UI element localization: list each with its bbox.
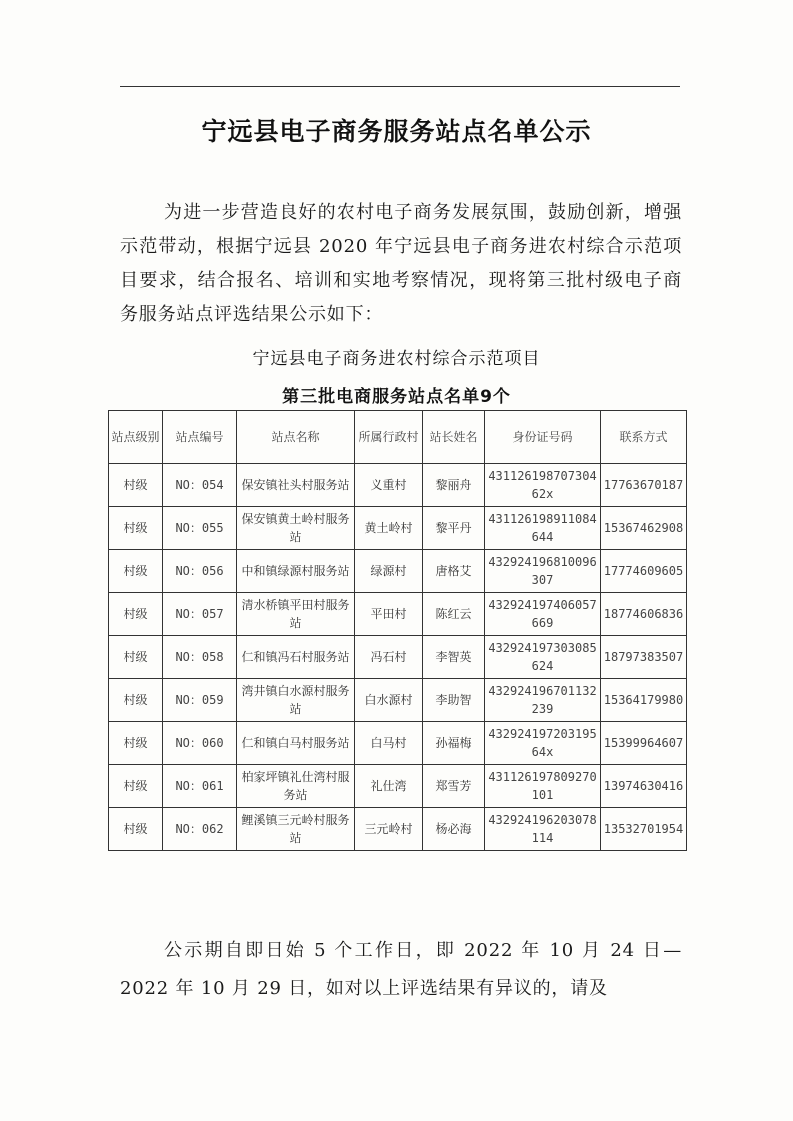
cell-contact: 13532701954 <box>601 808 687 851</box>
cell-number: NO：062 <box>163 808 237 851</box>
cell-id-number: 43112619870730462x <box>485 464 601 507</box>
cell-manager: 唐格艾 <box>423 550 485 593</box>
cell-village: 绿源村 <box>355 550 423 593</box>
cell-name: 柏家坪镇礼仕湾村服务站 <box>237 765 355 808</box>
cell-id-number: 432924196203078114 <box>485 808 601 851</box>
cell-id-number: 43292419720319564x <box>485 722 601 765</box>
cell-manager: 孙福梅 <box>423 722 485 765</box>
cell-contact: 15399964607 <box>601 722 687 765</box>
cell-level: 村级 <box>109 722 163 765</box>
cell-level: 村级 <box>109 507 163 550</box>
cell-manager: 李助智 <box>423 679 485 722</box>
header-station-number: 站点编号 <box>163 411 237 464</box>
cell-name: 仁和镇冯石村服务站 <box>237 636 355 679</box>
table-row <box>109 464 687 507</box>
cell-name: 中和镇绿源村服务站 <box>237 550 355 593</box>
cell-number: NO：057 <box>163 593 237 636</box>
cell-name: 鲤溪镇三元岭村服务站 <box>237 808 355 851</box>
cell-manager: 陈红云 <box>423 593 485 636</box>
table-subtitle-1: 宁远县电子商务进农村综合示范项目 <box>252 349 541 369</box>
cell-level: 村级 <box>109 636 163 679</box>
cell-village: 平田村 <box>355 593 423 636</box>
cell-number: NO：056 <box>163 550 237 593</box>
cell-contact: 17774609605 <box>601 550 687 593</box>
cell-name: 仁和镇白马村服务站 <box>237 722 355 765</box>
cell-contact: 13974630416 <box>601 765 687 808</box>
cell-number: NO：059 <box>163 679 237 722</box>
page-title: 宁远县电子商务服务站点名单公示 <box>201 117 592 146</box>
table-header-row <box>109 411 687 464</box>
cell-number: NO：055 <box>163 507 237 550</box>
cell-number: NO：060 <box>163 722 237 765</box>
table-row <box>109 765 687 808</box>
cell-village: 黄土岭村 <box>355 507 423 550</box>
cell-contact: 15364179980 <box>601 679 687 722</box>
table-row <box>109 722 687 765</box>
cell-village: 三元岭村 <box>355 808 423 851</box>
cell-contact: 17763670187 <box>601 464 687 507</box>
table-row <box>109 636 687 679</box>
header-village: 所属行政村 <box>355 411 423 464</box>
cell-id-number: 431126198911084644 <box>485 507 601 550</box>
cell-village: 礼仕湾 <box>355 765 423 808</box>
table-row <box>109 679 687 722</box>
cell-number: NO：054 <box>163 464 237 507</box>
table-row <box>109 808 687 851</box>
table-row <box>109 550 687 593</box>
table-row <box>109 593 687 636</box>
cell-manager: 黎平丹 <box>423 507 485 550</box>
cell-level: 村级 <box>109 679 163 722</box>
header-manager: 站长姓名 <box>423 411 485 464</box>
cell-id-number: 432924197303085624 <box>485 636 601 679</box>
intro-paragraph: 为进一步营造良好的农村电子商务发展氛围，鼓励创新，增强示范带动，根据宁远县 2020 年宁远县电子商务进农村综合示范项目要求，结合报名、培训和实地考察情况，现将第三批村级电子商务服务站点评选结果公示如下： <box>120 202 682 325</box>
cell-manager: 杨必海 <box>423 808 485 851</box>
cell-level: 村级 <box>109 593 163 636</box>
header-station-name: 站点名称 <box>237 411 355 464</box>
table-row <box>109 507 687 550</box>
cell-name: 湾井镇白水源村服务站 <box>237 679 355 722</box>
cell-manager: 郑雪芳 <box>423 765 485 808</box>
header-rule <box>120 86 680 87</box>
cell-contact: 15367462908 <box>601 507 687 550</box>
header-id-number: 身份证号码 <box>485 411 601 464</box>
header-contact: 联系方式 <box>601 411 687 464</box>
cell-id-number: 431126197809270101 <box>485 765 601 808</box>
cell-level: 村级 <box>109 765 163 808</box>
cell-number: NO：058 <box>163 636 237 679</box>
cell-level: 村级 <box>109 808 163 851</box>
cell-id-number: 432924196810096307 <box>485 550 601 593</box>
cell-name: 保安镇黄土岭村服务站 <box>237 507 355 550</box>
table-subtitle-2: 第三批电商服务站点名单9个 <box>282 387 511 407</box>
cell-number: NO：061 <box>163 765 237 808</box>
footer-paragraph: 公示期自即日始 5 个工作日，即 2022 年 10 月 24 日—2022 年 10 月 29 日，如对以上评选结果有异议的，请及 <box>120 940 682 999</box>
station-table <box>108 410 687 851</box>
cell-name: 保安镇社头村服务站 <box>237 464 355 507</box>
cell-level: 村级 <box>109 464 163 507</box>
cell-village: 白马村 <box>355 722 423 765</box>
cell-manager: 黎丽舟 <box>423 464 485 507</box>
cell-contact: 18797383507 <box>601 636 687 679</box>
cell-manager: 李智英 <box>423 636 485 679</box>
cell-village: 义重村 <box>355 464 423 507</box>
cell-id-number: 432924197406057669 <box>485 593 601 636</box>
cell-village: 冯石村 <box>355 636 423 679</box>
cell-level: 村级 <box>109 550 163 593</box>
header-station-level: 站点级别 <box>109 411 163 464</box>
cell-name: 清水桥镇平田村服务站 <box>237 593 355 636</box>
cell-id-number: 432924196701132239 <box>485 679 601 722</box>
cell-village: 白水源村 <box>355 679 423 722</box>
cell-contact: 18774606836 <box>601 593 687 636</box>
